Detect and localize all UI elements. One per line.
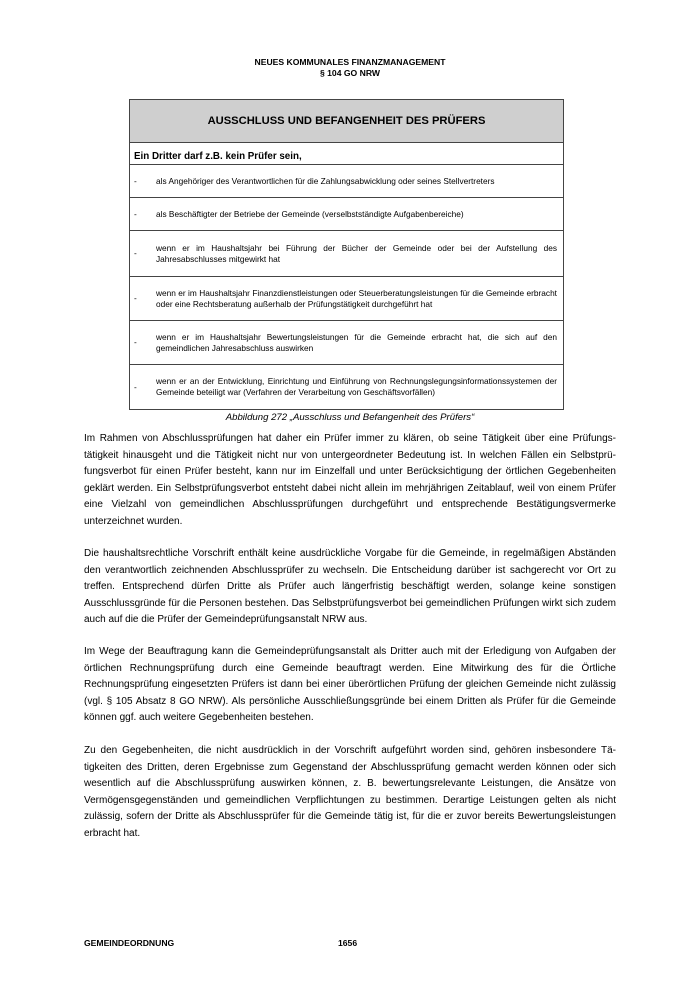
bullet-dash: - — [134, 337, 137, 347]
table-row — [130, 198, 563, 231]
exclusion-table — [129, 99, 564, 410]
table-title: AUSSCHLUSS UND BEFANGENHEIT DES PRÜFERS — [130, 100, 563, 143]
row-text: als Beschäftigter der Betriebe der Gemeinde (verselbstständigte Aufgabenbereiche) — [156, 208, 464, 219]
table-row — [130, 231, 563, 277]
bullet-dash: - — [134, 175, 137, 186]
table-row — [130, 321, 563, 365]
row-text: als Angehöriger des Verantwortlichen für die Zahlungsabwicklung oder seines Stellvertreters — [156, 175, 495, 186]
table-row — [130, 365, 563, 409]
page-header — [0, 57, 700, 78]
page-number: 1656 — [338, 938, 358, 948]
bullet-dash: - — [134, 381, 137, 392]
bullet-dash: - — [134, 208, 137, 219]
table-subtitle: Ein Dritter darf z.B. kein Prüfer sein, — [130, 143, 563, 165]
bullet-dash: - — [134, 248, 137, 258]
bullet-dash: - — [134, 293, 137, 303]
header-section: § 104 GO NRW — [319, 67, 381, 78]
row-text: wenn er an der Entwicklung, Einrichtung und Einführung von Rechnungslegungsinformationssystemen der Gemeinde beteiligt war (Verfahren der Verarbeitung von Geschäftsvorfällen) — [156, 376, 557, 397]
footer-label: GEMEINDEORDNUNG — [84, 938, 175, 948]
paragraph: Zu den Gegebenheiten, die nicht ausdrücklich in der Vorschrift aufgeführt worden sind, gehören insbesondere Tätigkeiten des Dritten, deren Ergebnisse zum Gegenstand der Abschlussprüfung gemacht werden können oder sich wesentlich auf die Abschlussprüfung auswirken können, z. B. bewertungsrelevante Leistungen, die Ansätze von Vermögensgegenständen und gemeindlichen Verpflichtungen zu bestimmen. Derartige Leistungen gelten als nicht zulässig, sofern der Dritte als Abschlussprüfer für die Gemeinde tätig ist, für die er zuvor bereits Bewertungsleistungen erbracht hat. — [84, 745, 616, 839]
paragraph: Im Wege der Beauftragung kann die Gemeindeprüfungsanstalt als Dritter auch mit der Erledigung von Aufgaben der örtlichen Rechnungsprüfung durch eine Gemeinde beauftragt werden. Eine Mitwirkung des für die Örtliche Rechnungsprüfung eingesetzten Prüfers ist dann bei einer überörtlichen Prüfung der gleichen Gemeinde nicht zulässig (vgl. § 105 Absatz 8 GO NRW). Als persönliche Ausschließungsgründe bei einem Dritten als Prüfer für die Gemeinde können ggf. auch weitere Gegebenheiten bestehen. — [84, 646, 616, 723]
row-text: wenn er im Haushaltsjahr Bewertungsleistungen für die Gemeinde erbracht hat, die sich auf den gemeindlichen Jahresabschluss auswirken — [156, 331, 557, 353]
paragraph: Im Rahmen von Abschlussprüfungen hat daher ein Prüfer immer zu klären, ob seine Tätigkeit über eine Prüfungstätigkeit hinausgeht und die Tätigkeit nicht nur von untergeordneter Bedeutung ist. In welchen Fällen ein Selbstprüfungsverbot für einen Prüfer besteht, kann nur im Einzelfall und unter Berücksichtigung der örtlichen Gegebenheiten geklärt werden. Ein Selbstprüfungsverbot entsteht dabei nicht allein im mehrjährigen Zeitablauf, weil von einem Prüfer eine Vielzahl von gemeindlichen Abschlussprüfungen durchgeführt und entsprechende Bestätigungsvermerke unterzeichnet wurden. — [84, 433, 616, 527]
row-text: wenn er im Haushaltsjahr bei Führung der Bücher der Gemeinde oder bei der Aufstellung des Jahresabschlusses mitgewirkt hat — [156, 242, 557, 264]
row-text: wenn er im Haushaltsjahr Finanzdienstleistungen oder Steuerberatungsleistungen für die Gemeinde erbracht oder eine Rechtsberatung außerhalb der Prüfungstätigkeit durchgeführt hat — [156, 287, 557, 309]
table-row — [130, 165, 563, 198]
paragraph: Die haushaltsrechtliche Vorschrift enthält keine ausdrückliche Vorgabe für die Gemeinde, in regelmäßigen Abständen den verantwortlich zeichnenden Abschlussprüfer zu wechseln. Die Entscheidung darüber ist sachgerecht vor Ort zu treffen. Entsprechend dürfen Dritte als Prüfer auch längerfristig beschäftigt werden, solange keine sonstigen Ausschlussgründe für die Personen bestehen. Das Selbstprüfungsverbot bei gemeindlichen Prüfungen wirkt sich zudem auch auf die die Prüfer der Gemeindeprüfungsanstalt NRW aus. — [84, 548, 616, 625]
table-row — [130, 277, 563, 321]
figure-caption: Abbildung 272 „Ausschluss und Befangenheit des Prüfers“ — [225, 412, 475, 423]
header-title: NEUES KOMMUNALES FINANZMANAGEMENT — [254, 57, 446, 67]
